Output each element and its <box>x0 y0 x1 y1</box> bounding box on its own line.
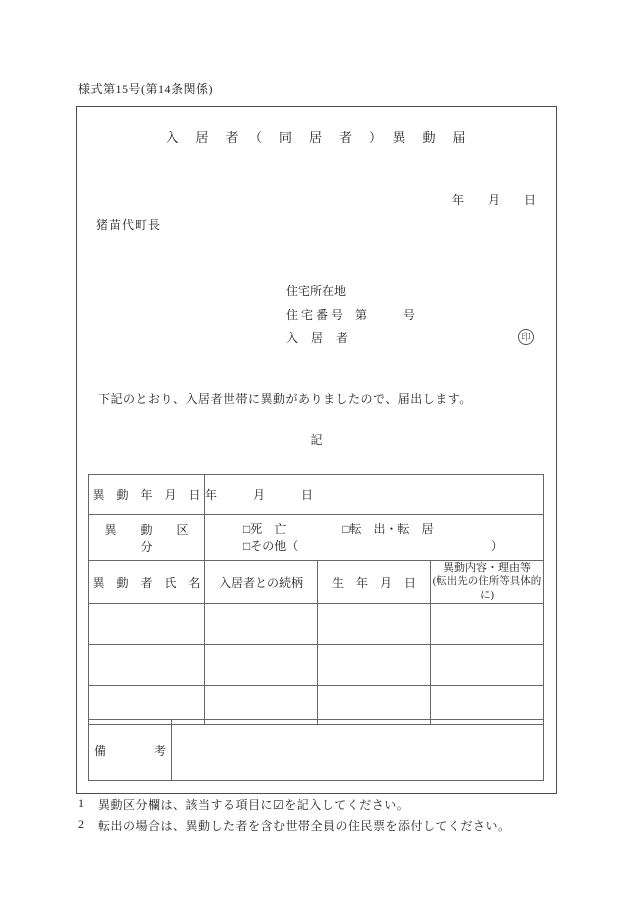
move-type-options-line1 <box>205 521 543 538</box>
checkbox-other: □その他（ <box>243 538 299 553</box>
empty-cell <box>431 645 544 686</box>
move-date-value: 年 月 日 <box>205 475 544 515</box>
col-header-name: 異 動 者 氏 名 <box>89 561 205 604</box>
footnote-2-text: 転出の場合は、異動した者を含む世帯全員の住民票を添付してください。 <box>98 819 511 833</box>
footnote-1 <box>78 796 409 813</box>
empty-cell <box>431 604 544 645</box>
resident-name-label: 入 居 者 <box>286 331 349 345</box>
remarks-row <box>89 720 544 781</box>
col-header-reason <box>431 561 544 604</box>
move-type-row <box>89 515 544 561</box>
move-type-options-cell <box>205 515 544 561</box>
date-line: 年 月 日 <box>451 193 536 207</box>
checkbox-death: □死 亡 <box>243 521 287 536</box>
move-type-label: 異 動 区 分 <box>89 515 205 561</box>
move-date-row <box>89 475 544 515</box>
residence-number-label: 住 宅 番 号 第 号 <box>286 308 416 322</box>
footnote-1-text: 異動区分欄は、該当する項目に☑を記入してください。 <box>98 798 410 812</box>
footnote-1-number: 1 <box>78 796 85 810</box>
form-code-label: 様式第15号(第14条関係) <box>78 82 213 96</box>
entry-row-1 <box>89 604 544 645</box>
remarks-label: 備 考 <box>89 720 172 781</box>
change-table <box>88 474 544 725</box>
remarks-value-cell <box>172 720 544 781</box>
move-type-options-line2 <box>205 538 543 555</box>
empty-cell <box>205 604 318 645</box>
residence-address-label: 住宅所在地 <box>286 284 347 298</box>
entry-row-2 <box>89 645 544 686</box>
empty-cell <box>89 645 205 686</box>
footnote-2-number: 2 <box>78 817 85 831</box>
checkbox-moveout: □転 出・転 居 <box>342 521 434 536</box>
footnote-2 <box>78 817 511 834</box>
col-header-birthdate: 生 年 月 日 <box>318 561 431 604</box>
body-text: 下記のとおり、入居者世帯に異動がありましたので、届出します。 <box>98 392 472 406</box>
move-date-label: 異 動 年 月 日 <box>89 475 205 515</box>
empty-cell <box>205 645 318 686</box>
column-header-row <box>89 561 544 604</box>
col-header-reason-line1: 異動内容・理由等 <box>443 562 531 574</box>
form-title: 入 居 者 （ 同 居 者 ） 異 動 届 <box>165 130 468 145</box>
section-marker: 記 <box>310 433 323 447</box>
remarks-table <box>88 719 544 781</box>
form-border-box <box>76 106 557 794</box>
seal-mark: 印 <box>518 329 534 345</box>
empty-cell <box>318 604 431 645</box>
other-close-paren: ） <box>490 538 503 553</box>
empty-cell <box>89 604 205 645</box>
addressee-label: 猪苗代町長 <box>96 218 162 232</box>
empty-cell <box>318 645 431 686</box>
col-header-reason-line2: (転出先の住所等具体的に) <box>432 576 542 601</box>
col-header-relation: 入居者との続柄 <box>205 561 318 604</box>
